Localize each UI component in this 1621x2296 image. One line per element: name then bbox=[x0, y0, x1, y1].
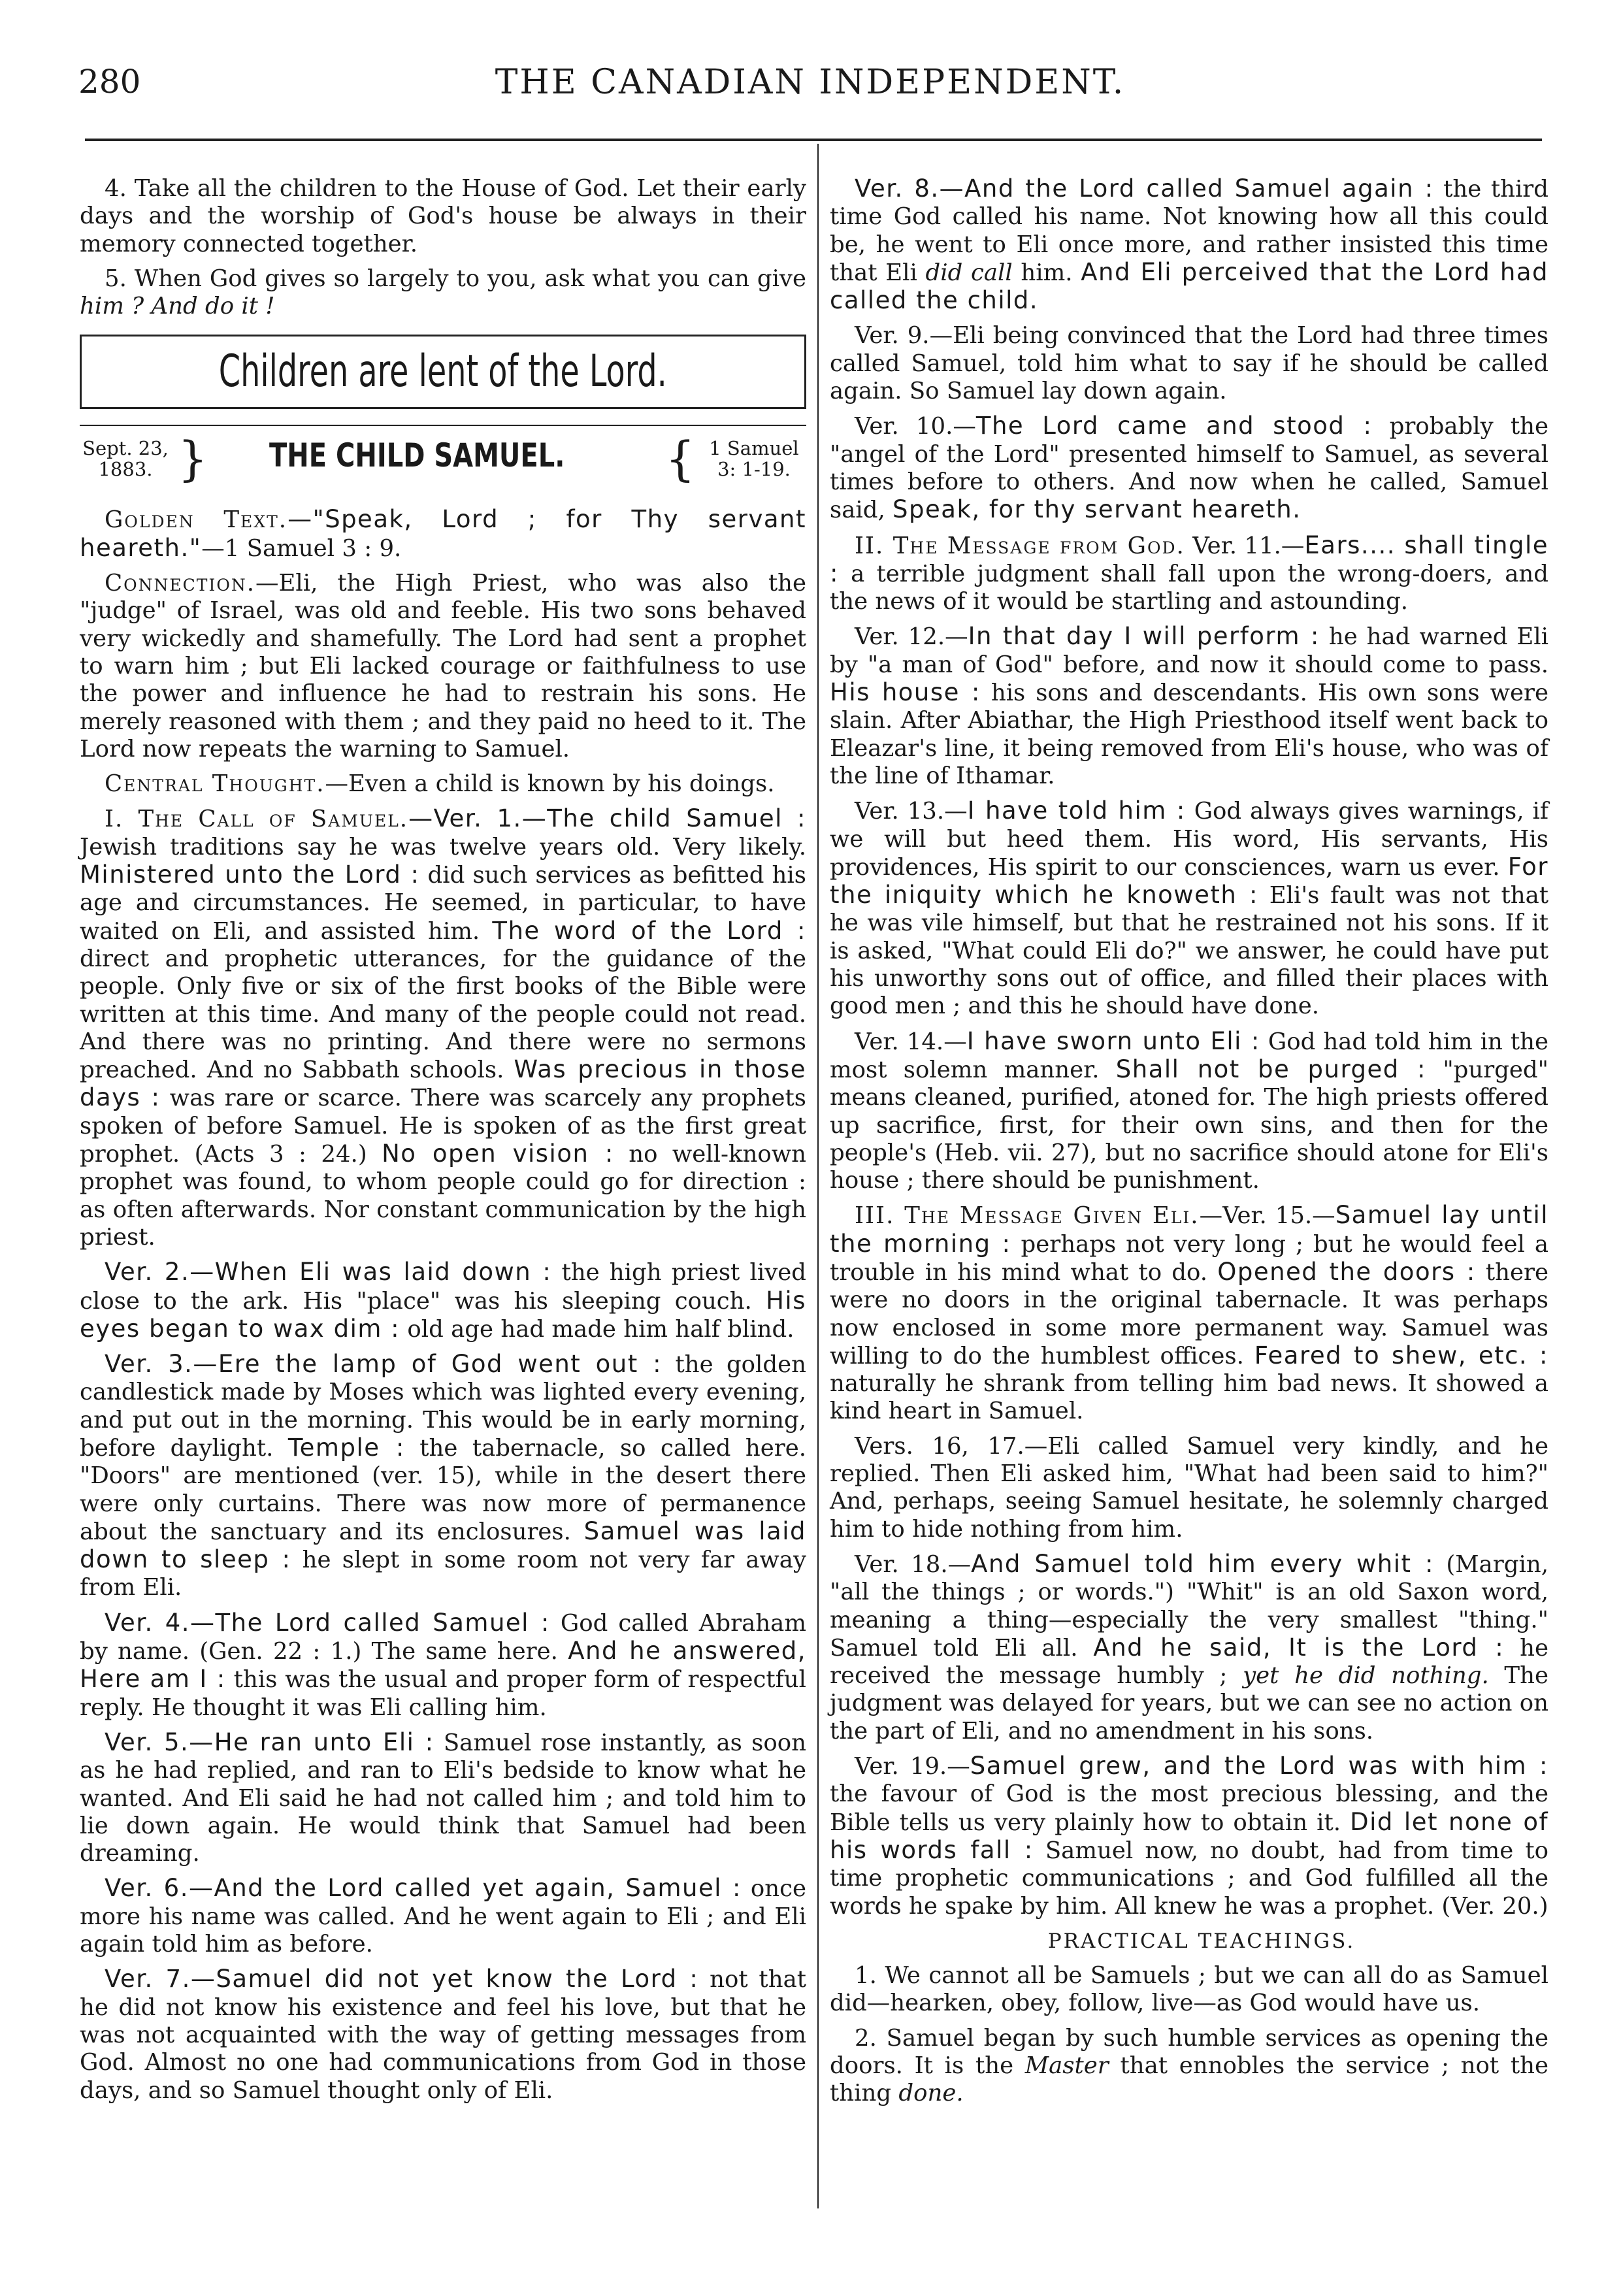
text: the third time God called his name. Not knowing how all this could be, he went to Eli once more, and rather insisted this time that Eli bbox=[830, 176, 1548, 286]
lead-text: Ver. 4.—The Lord called Samuel : bbox=[105, 1608, 550, 1637]
lead-text: Shall not be purged : bbox=[1115, 1055, 1427, 1083]
connection-paragraph bbox=[80, 570, 806, 763]
label: I. The Call of Samuel. bbox=[105, 806, 409, 833]
text: (Margin, "all the things ; or words.") "Whit" is an old Saxon word, meaning a thing—especially the very smallest "thing." Samuel told Eli all. bbox=[830, 1550, 1548, 1662]
lead-text: The Lord came and stood : bbox=[975, 412, 1373, 440]
verse-15 bbox=[830, 1202, 1548, 1425]
italic-text: did call bbox=[925, 259, 1013, 286]
lead-text: Ver. 3.—Ere the lamp of God went out : bbox=[105, 1350, 663, 1379]
lead-text: In that day I will perform : bbox=[968, 622, 1320, 651]
text: The judgment was delayed for years, but we can see no action on the part of Eli, and no amendment in his sons. bbox=[830, 1662, 1549, 1745]
paragraph bbox=[80, 265, 806, 321]
lead-text: And he said, It is the Lord : bbox=[1093, 1633, 1505, 1662]
section-banner bbox=[80, 335, 806, 409]
text: the favour of God is the most precious blessing, and the Bible tells us very plainly how to obtain it. bbox=[830, 1780, 1548, 1836]
verse-9: Ver. 9.—Eli being convinced that the Lord had three times called Samuel, told him what to say if he should be called again. So Samuel lay down again. bbox=[830, 322, 1548, 405]
text: there were no doors in the original tabernacle. It was perhaps now enclosed in some more permanent way. Samuel was willing to do the humblest offices. bbox=[830, 1258, 1549, 1369]
text: "purged" means cleaned, purified, atoned for. The high priests offered up sacrifice, first, for their own sins, and then for the people's (Heb. vii. 27), but no sacrifice should atone for Eli's house ; there should be punishment. bbox=[830, 1056, 1548, 1194]
divider-rule bbox=[80, 425, 806, 426]
left-column bbox=[80, 175, 806, 2112]
text: 2. Samuel began by such humble services as opening the doors. It is the bbox=[830, 2024, 1548, 2079]
text: Ver. 19.— bbox=[855, 1753, 970, 1780]
text: naturally he shrank from telling him bad news. It showed a kind heart in Samuel. bbox=[830, 1370, 1548, 1425]
lesson-title: THE CHILD SAMUEL. bbox=[269, 436, 565, 475]
text: his sons and descendants. His own sons were slain. After Abiathar, the High Priesthood itself went back to Eleazar's line, it being removed from Eli's house, who was of the line of Ithamar. bbox=[830, 680, 1548, 789]
lesson-reference: 1 Samuel 3: 1-19. bbox=[709, 437, 799, 481]
label: Central Thought. bbox=[105, 770, 325, 798]
text: Ver. 11.— bbox=[1185, 532, 1305, 559]
lead-text: Samuel was laid down to sleep : bbox=[80, 1517, 806, 1574]
text: he received the message humbly ; bbox=[830, 1634, 1548, 1690]
label: II. The Message from God. bbox=[855, 532, 1185, 559]
lead-text: For the iniquity which he knoweth : bbox=[830, 852, 1548, 910]
quote: —"Speak, Lord ; for Thy servant heareth." bbox=[80, 505, 807, 562]
verse-8 bbox=[830, 175, 1548, 315]
page-header bbox=[78, 63, 1542, 108]
verse-10 bbox=[830, 412, 1548, 524]
verse-12 bbox=[830, 623, 1548, 790]
text: God always gives warnings, if we will but heed them. His word, His servants, His providences, His spirit to our consciences, warn us ever. bbox=[830, 798, 1548, 881]
text: this was the usual and proper form of respectful reply. He thought it was Eli calling him. bbox=[80, 1666, 806, 1721]
teaching-2 bbox=[830, 2025, 1548, 2108]
text: the golden candlestick made by Moses which was lighted every evening, and put out in the morning. This would be in early morning, before daylight. bbox=[80, 1351, 806, 1462]
verse-14 bbox=[830, 1028, 1548, 1195]
text: Eli's fault was not that he was vile himself, but that he restrained not his sons. If it is asked, "What could Eli do?" we answer, he could have put his unworthy sons out of office, and filled their places with good men ; and this he should have done. bbox=[830, 882, 1549, 1020]
text: probably the "angel of the Lord" presented himself to Samuel, as several times before to others. And now when he called, Samuel said, bbox=[830, 413, 1548, 524]
text: —Even a child is known by his doings. bbox=[325, 770, 775, 798]
text: the tabernacle, so called here. "Doors" are mentioned (ver. 15), while in the desert there were only curtains. There was now more of permanence about the sanctuary and its enclosures. bbox=[80, 1434, 806, 1545]
lead-text: And Eli perceived that the Lord had called the child. bbox=[830, 257, 1548, 315]
verses-16-17: Vers. 16, 17.—Eli called Samuel very kindly, and he replied. Then Eli asked him, "What had been said to him?" And, perhaps, seeing Samuel hesitate, he solemnly charged him to hide nothing from him. bbox=[830, 1432, 1548, 1543]
text: was rare or scarce. There was scarcely any prophets spoken of before Samuel. He is spoken of as the first great prophet. (Acts 3 : 24.) bbox=[80, 1085, 807, 1168]
lead-text: Ver. 6.—And the Lord called yet again, Samuel : bbox=[105, 1874, 742, 1903]
lead-text: Was precious in those days : bbox=[80, 1055, 807, 1112]
lead-text: Ver. 7.—Samuel did not yet know the Lord : bbox=[105, 1965, 699, 1993]
reference: —1 Samuel 3 : 9. bbox=[201, 534, 402, 562]
text: no well-known prophet was found, to whom people could go for direction : as often afterwards. Nor constant communication by the high priest. bbox=[80, 1141, 807, 1251]
lead-text: Samuel lay until the morning : bbox=[830, 1201, 1548, 1258]
text: direct and prophetic utterances, for the guidance of the people. Only five or six of the first books of the Bible were written at this time. And many of the people could not read. And there was no printing. And there were no sermons preached. And no Sabbath schools. bbox=[80, 945, 806, 1084]
text: Ver. 12.— bbox=[855, 623, 968, 651]
lead-text: Ver. 8.—And the Lord called Samuel again : bbox=[855, 174, 1434, 203]
label: III. The Message Given Eli. bbox=[855, 1202, 1200, 1230]
text: he slept in some room not very far away from Eli. bbox=[80, 1547, 806, 1601]
header-rule bbox=[85, 139, 1542, 141]
verse-19 bbox=[830, 1752, 1548, 1920]
lead-text: I have told him : bbox=[967, 796, 1186, 825]
text: perhaps not very long ; but he would feel a trouble in his mind what to do. bbox=[830, 1230, 1548, 1286]
text: God called Abraham by name. (Gen. 22 : 1.) The same here. bbox=[80, 1609, 806, 1665]
lead-text: His eyes began to wax dim : bbox=[80, 1286, 806, 1343]
lead-text: I have sworn unto Eli : bbox=[966, 1026, 1260, 1055]
lead-text: Ministered unto the Lord : bbox=[80, 861, 420, 889]
verse-4 bbox=[80, 1609, 806, 1722]
lead-text: The word of the Lord : bbox=[492, 916, 806, 945]
lead-text: And Samuel told him every whit : bbox=[971, 1549, 1434, 1578]
banner-title: Children are lent of the Lord. bbox=[218, 346, 668, 398]
label: Golden Text. bbox=[105, 506, 288, 534]
lead-text: —Ver. 1.—The child Samuel : bbox=[408, 804, 806, 833]
text: 5. When God gives so largely to you, ask what you can give bbox=[105, 265, 806, 292]
text: that ennobles the service ; not the thing bbox=[830, 2052, 1548, 2107]
text: the high priest lived close to the ark. His "place" was his sleeping couch. bbox=[80, 1259, 806, 1315]
lead-text: Did let none of his words fall : bbox=[830, 1807, 1548, 1864]
journal-title: THE CANADIAN INDEPENDENT. bbox=[495, 63, 1126, 102]
lead-text: Feared to shew, etc. : bbox=[1254, 1341, 1549, 1369]
verse-3 bbox=[80, 1351, 806, 1602]
text: a terrible judgment shall fall upon the wrong-doers, and the news of it would be startling and astounding. bbox=[830, 560, 1548, 615]
central-thought bbox=[80, 770, 806, 798]
verse-6 bbox=[80, 1875, 806, 1958]
lesson-date: Sept. 23, 1883. bbox=[82, 437, 169, 481]
text: him. bbox=[1012, 259, 1081, 286]
text: Ver. 10.— bbox=[855, 413, 976, 440]
lesson-heading bbox=[80, 431, 806, 498]
text: Samuel rose instantly, as soon as he had replied, and ran to Eli's bedside to know what he wanted. And Eli said he had not called him ; and told him to lie down again. He would think that Samuel had been dreaming. bbox=[80, 1729, 806, 1867]
verse-13 bbox=[830, 797, 1548, 1020]
verse-18 bbox=[830, 1550, 1548, 1745]
lead-text: Opened the doors : bbox=[1217, 1257, 1476, 1286]
practical-teachings-heading: PRACTICAL TEACHINGS. bbox=[1047, 1929, 1356, 1953]
verse-11 bbox=[830, 532, 1548, 616]
brace-icon: { bbox=[665, 431, 695, 487]
text: he had warned Eli by "a man of God" before, and now it should come to pass. bbox=[830, 623, 1548, 678]
italic-text: yet he did nothing. bbox=[1243, 1662, 1489, 1690]
text: once more his name was called. And he went again to Eli ; and Eli again told him as before. bbox=[80, 1875, 806, 1958]
label: Connection. bbox=[105, 570, 255, 597]
paragraph: 4. Take all the children to the House of God. Let their early days and the worship of God's house be always in their memory connected together. bbox=[80, 175, 806, 257]
lead-text: Samuel grew, and the Lord was with him : bbox=[970, 1752, 1548, 1780]
column-divider bbox=[817, 144, 819, 2208]
verse-7 bbox=[80, 1965, 806, 2104]
teaching-1: 1. We cannot all be Samuels ; but we can all do as Samuel did—hearken, obey, follow, live—as God would have us. bbox=[830, 1962, 1548, 2017]
text: Ver. 14.— bbox=[855, 1028, 967, 1055]
verse-1 bbox=[80, 805, 806, 1251]
italic-text: Master bbox=[1024, 2052, 1109, 2079]
lead-text: His house : bbox=[830, 678, 981, 707]
brace-icon: } bbox=[178, 431, 208, 487]
italic-text: him ? And do it ! bbox=[80, 293, 275, 320]
lead-text: Ver. 2.—When Eli was laid down : bbox=[105, 1258, 552, 1287]
lead-text: Speak, for thy servant heareth. bbox=[892, 495, 1302, 524]
text: Ver. 18.— bbox=[855, 1550, 972, 1578]
text: —Eli, the High Priest, who was also the "judge" of Israel, was old and feeble. His two sons behaved very wickedly and shamefully. The Lord had sent a prophet to warn him ; but Eli lacked courage or faithfulness to use the power and influence he had to restrain his sons. He merely reasoned with them ; and they paid no heed to it. The Lord now repeats the warning to Samuel. bbox=[80, 570, 806, 763]
lead-text: Temple : bbox=[287, 1433, 405, 1462]
lead-text: No open vision : bbox=[382, 1140, 614, 1168]
page-number: 280 bbox=[78, 63, 141, 101]
right-column bbox=[830, 175, 1548, 2115]
lead-text: And he answered, Here am I : bbox=[80, 1637, 806, 1694]
text: Ver. 13.— bbox=[855, 798, 968, 825]
text: did such services as befitted his age and circumstances. He seemed, in particular, to have waited on Eli, and assisted him. bbox=[80, 862, 806, 945]
text: not that he did not know his existence and feel his love, but that he was not acquainted with the way of getting messages from God. Almost no one had communications from God in those days, and so Samuel thought only of Eli. bbox=[80, 1966, 806, 2104]
lead-text: Ears.... shall tingle : bbox=[830, 531, 1548, 587]
text: old age had made him half blind. bbox=[400, 1315, 794, 1343]
verse-2 bbox=[80, 1258, 806, 1343]
text: God had told him in the most solemn manner. bbox=[830, 1028, 1549, 1083]
golden-text bbox=[80, 506, 806, 563]
italic-text: done. bbox=[898, 2080, 964, 2107]
text: Samuel now, no doubt, had from time to time prophetic communications ; and God fulfilled all the words he spake by him. All knew he was a prophet. (Ver. 20.) bbox=[830, 1837, 1548, 1920]
text: Jewish traditions say he was twelve years old. Very likely. bbox=[80, 833, 806, 861]
verse-5 bbox=[80, 1729, 806, 1867]
lead-text: Ver. 5.—He ran unto Eli : bbox=[105, 1728, 434, 1756]
text: —Ver. 15.— bbox=[1199, 1202, 1335, 1230]
